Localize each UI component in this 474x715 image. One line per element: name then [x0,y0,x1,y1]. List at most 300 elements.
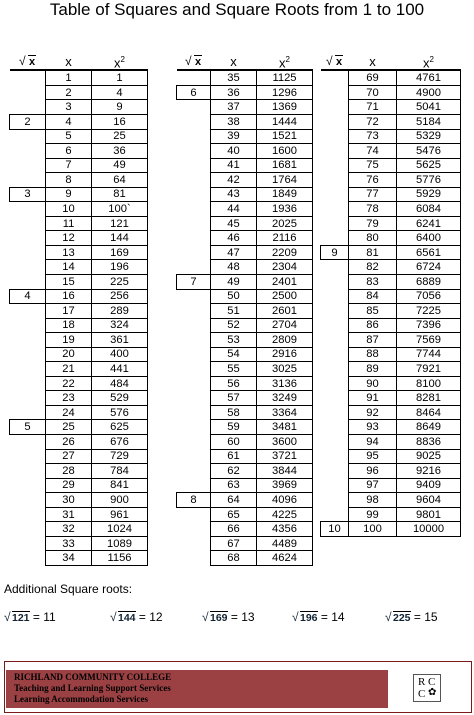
table-row [10,231,148,246]
table-row [321,158,461,173]
table-row [10,100,148,115]
root-cell: 4 [10,289,46,304]
root-cell [321,129,349,144]
square-cell: 2304 [257,260,313,275]
table-row [177,304,313,319]
root-cell [10,202,46,217]
root-cell [10,318,46,333]
table-row [177,507,313,522]
square-cell: 4900 [397,85,461,100]
square-cell: 400 [92,347,148,362]
square-cell: 361 [92,333,148,348]
square-cell: 1444 [257,114,313,129]
square-cell: 625 [92,420,148,435]
x-header: x [211,54,257,70]
x-cell: 43 [211,187,257,202]
table-row [321,129,461,144]
root-cell [321,85,349,100]
root-cell [321,333,349,348]
square-cell: 6084 [397,202,461,217]
square-cell: 9025 [397,449,461,464]
table-row [10,507,148,522]
square-cell: 3481 [257,420,313,435]
x-cell: 62 [211,464,257,479]
square-cell: 100` [92,202,148,217]
x-cell: 66 [211,522,257,537]
x-cell: 5 [46,129,92,144]
square-cell: 4489 [257,536,313,551]
root-cell: 5 [10,420,46,435]
table-row [10,362,148,377]
root-cell [10,158,46,173]
root-cell [321,449,349,464]
table-row [177,100,313,115]
table-row [321,85,461,100]
square-cell: 289 [92,304,148,319]
x-cell: 50 [211,289,257,304]
table-row [321,245,461,260]
root-cell [321,202,349,217]
root-cell [10,449,46,464]
square-cell: 4 [92,85,148,100]
root-cell: 9 [321,245,349,260]
root-cell [10,464,46,479]
x-cell: 7 [46,158,92,173]
root-cell [10,347,46,362]
root-cell [177,551,211,566]
square-cell: 8649 [397,420,461,435]
table-row [10,478,148,493]
x-cell: 6 [46,144,92,159]
additional-root-item: √ 225 = 15 [385,610,438,624]
square-cell: 81 [92,187,148,202]
square-cell: 2809 [257,333,313,348]
root-cell [321,144,349,159]
root-cell [321,260,349,275]
root-cell [10,245,46,260]
square-cell: 2209 [257,245,313,260]
x-cell: 86 [349,318,397,333]
root-cell [177,304,211,319]
root-header: √ x [10,54,46,70]
table-row [177,129,313,144]
x-cell: 32 [46,522,92,537]
x-cell: 58 [211,405,257,420]
square-cell: 10000 [397,522,461,537]
table-row [10,144,148,159]
root-cell [177,536,211,551]
service-name: Learning Accommodation Services [14,694,148,704]
x-cell: 24 [46,405,92,420]
root-cell [177,333,211,348]
root-cell: 10 [321,522,349,537]
additional-roots-label: Additional Square roots: [4,582,133,596]
table-row [177,391,313,406]
table-row [321,202,461,217]
x-cell: 98 [349,493,397,508]
table-row [10,85,148,100]
square-cell: 1125 [257,70,313,85]
square-cell: 9216 [397,464,461,479]
table-row [321,478,461,493]
square-cell: 1024 [92,522,148,537]
table-row [10,318,148,333]
root-cell: 6 [177,85,211,100]
x-cell: 59 [211,420,257,435]
square-cell: 5776 [397,173,461,188]
square-cell: 7744 [397,347,461,362]
root-cell [321,274,349,289]
root-cell [177,318,211,333]
table-row [177,260,313,275]
table-row [10,173,148,188]
x-cell: 1 [46,70,92,85]
root-cell [10,435,46,450]
root-cell [321,158,349,173]
x-cell: 55 [211,362,257,377]
table-row [10,551,148,566]
table-row [321,187,461,202]
square-cell: 8464 [397,405,461,420]
x-cell: 51 [211,304,257,319]
x-cell: 97 [349,478,397,493]
square-cell: 2116 [257,231,313,246]
square-cell: 196 [92,260,148,275]
table-row [177,405,313,420]
squares-table-3 [320,54,461,537]
square-cell: 5041 [397,100,461,115]
x-cell: 16 [46,289,92,304]
table-row [321,420,461,435]
root-cell [10,333,46,348]
x-cell: 76 [349,173,397,188]
root-cell [321,100,349,115]
footer [4,661,472,713]
square-cell: 729 [92,449,148,464]
table-row [177,435,313,450]
table-row [177,376,313,391]
square-cell: 1936 [257,202,313,217]
root-cell [177,158,211,173]
root-cell [10,391,46,406]
root-cell [321,464,349,479]
root-cell [10,216,46,231]
table-row [10,333,148,348]
square-cell: 1681 [257,158,313,173]
x-cell: 38 [211,114,257,129]
x-cell: 99 [349,507,397,522]
root-cell [10,522,46,537]
square-cell: 225 [92,274,148,289]
additional-root-item: √ 121 = 11 [4,610,56,624]
square-cell: 2601 [257,304,313,319]
table-row [177,70,313,85]
table-row [10,114,148,129]
square-cell: 3969 [257,478,313,493]
table-row [10,493,148,508]
table-row [10,464,148,479]
x-cell: 56 [211,376,257,391]
x-cell: 42 [211,173,257,188]
table-row [177,144,313,159]
root-cell [177,231,211,246]
root-cell [10,304,46,319]
square-cell: 1849 [257,187,313,202]
square-cell: 2025 [257,216,313,231]
square-cell: 1600 [257,144,313,159]
root-cell [177,522,211,537]
square-cell: 6241 [397,216,461,231]
x-cell: 45 [211,216,257,231]
root-cell [321,304,349,319]
root-cell [10,536,46,551]
table-row [177,449,313,464]
table-row [10,405,148,420]
square-cell: 9604 [397,493,461,508]
x-cell: 33 [46,536,92,551]
table-row [321,464,461,479]
table-row [321,376,461,391]
table-row [321,449,461,464]
square-cell: 3025 [257,362,313,377]
square-cell: 1156 [92,551,148,566]
x-cell: 69 [349,70,397,85]
x-cell: 47 [211,245,257,260]
square-cell: 1369 [257,100,313,115]
root-cell [10,478,46,493]
table-row [177,522,313,537]
table-row [177,216,313,231]
root-header: √ x [177,54,211,70]
table-row [10,158,148,173]
square-cell: 8100 [397,376,461,391]
square-cell: 1 [92,70,148,85]
square-cell: 9 [92,100,148,115]
root-cell [321,187,349,202]
table-row [177,245,313,260]
square-cell: 5329 [397,129,461,144]
root-cell [177,202,211,217]
root-cell [177,435,211,450]
root-cell [177,129,211,144]
root-cell [177,70,211,85]
table-row [10,522,148,537]
table-row [10,70,148,85]
square-cell: 3721 [257,449,313,464]
x-cell: 74 [349,144,397,159]
square-cell: 7921 [397,362,461,377]
square-cell: 3136 [257,376,313,391]
square-cell: 7225 [397,304,461,319]
table-row [177,274,313,289]
square-cell: 484 [92,376,148,391]
x-cell: 75 [349,158,397,173]
square-cell: 9801 [397,507,461,522]
x-cell: 13 [46,245,92,260]
table-row [10,202,148,217]
square-cell: 841 [92,478,148,493]
x-cell: 64 [211,493,257,508]
table-row [10,391,148,406]
table-row [177,347,313,362]
x-cell: 12 [46,231,92,246]
root-cell [321,420,349,435]
root-cell [10,376,46,391]
root-cell [177,449,211,464]
square-cell: 3600 [257,435,313,450]
square-cell: 4356 [257,522,313,537]
table-row [321,144,461,159]
square-cell: 7569 [397,333,461,348]
root-header: √ x [321,54,349,70]
x-cell: 29 [46,478,92,493]
root-cell [177,187,211,202]
x-cell: 81 [349,245,397,260]
root-cell [177,114,211,129]
additional-root-item: √ 169 = 13 [202,610,255,624]
x-cell: 48 [211,260,257,275]
table-row [321,362,461,377]
root-cell [10,260,46,275]
square-cell: 784 [92,464,148,479]
table-row [10,187,148,202]
root-cell [10,507,46,522]
x-cell: 4 [46,114,92,129]
x-cell: 95 [349,449,397,464]
square-cell: 16 [92,114,148,129]
root-cell [10,144,46,159]
square-cell: 6400 [397,231,461,246]
x-cell: 77 [349,187,397,202]
x-cell: 94 [349,435,397,450]
square-cell: 1296 [257,85,313,100]
square-cell: 2500 [257,289,313,304]
table-row [177,478,313,493]
x-cell: 93 [349,420,397,435]
x-cell: 61 [211,449,257,464]
table-row [321,522,461,537]
root-cell [10,274,46,289]
table-row [321,333,461,348]
x-cell: 84 [349,289,397,304]
root-cell [10,231,46,246]
x-cell: 60 [211,435,257,450]
x-cell: 21 [46,362,92,377]
square-cell: 9409 [397,478,461,493]
x-cell: 68 [211,551,257,566]
root-cell [177,507,211,522]
square-cell: 576 [92,405,148,420]
table-row [10,274,148,289]
root-cell [321,216,349,231]
root-cell [321,435,349,450]
x-squared-header: $x^2$ [397,54,461,70]
leaf-icon: ✿ [428,687,437,698]
table-row [177,318,313,333]
table-row [10,260,148,275]
root-cell [177,260,211,275]
additional-root-item: √ 144 = 12 [110,610,163,624]
x-cell: 82 [349,260,397,275]
table-row [177,420,313,435]
table-row [321,507,461,522]
x-cell: 100 [349,522,397,537]
root-cell [177,391,211,406]
table-row [177,231,313,246]
x-cell: 67 [211,536,257,551]
x-cell: 71 [349,100,397,115]
square-cell: 2916 [257,347,313,362]
x-cell: 20 [46,347,92,362]
x-cell: 10 [46,202,92,217]
squares-table-1 [9,54,148,566]
x-cell: 44 [211,202,257,217]
x-cell: 23 [46,391,92,406]
table-row [10,435,148,450]
square-cell: 900 [92,493,148,508]
root-cell [10,493,46,508]
table-row [321,274,461,289]
x-cell: 88 [349,347,397,362]
square-cell: 6724 [397,260,461,275]
square-cell: 8836 [397,435,461,450]
square-cell: 4624 [257,551,313,566]
root-cell [321,391,349,406]
root-cell [10,362,46,377]
square-cell: 3844 [257,464,313,479]
root-cell [177,405,211,420]
x-cell: 25 [46,420,92,435]
table-row [321,70,461,85]
x-cell: 18 [46,318,92,333]
x-cell: 89 [349,362,397,377]
table-row [321,318,461,333]
root-cell [10,85,46,100]
table-row [321,347,461,362]
x-cell: 87 [349,333,397,348]
x-cell: 39 [211,129,257,144]
square-cell: 1089 [92,536,148,551]
root-cell [321,507,349,522]
x-cell: 40 [211,144,257,159]
square-cell: 3364 [257,405,313,420]
x-cell: 52 [211,318,257,333]
square-cell: 36 [92,144,148,159]
x-cell: 8 [46,173,92,188]
x-cell: 30 [46,493,92,508]
root-cell: 7 [177,274,211,289]
x-cell: 65 [211,507,257,522]
root-cell [177,216,211,231]
x-cell: 79 [349,216,397,231]
table-row [321,216,461,231]
x-cell: 96 [349,464,397,479]
x-cell: 27 [46,449,92,464]
x-squared-header: $x^2$ [257,54,313,70]
table-row [10,376,148,391]
root-cell [321,114,349,129]
x-cell: 31 [46,507,92,522]
table-row [177,85,313,100]
table-row [321,231,461,246]
x-cell: 85 [349,304,397,319]
x-cell: 63 [211,478,257,493]
x-cell: 57 [211,391,257,406]
square-cell: 64 [92,173,148,188]
root-cell [321,318,349,333]
x-cell: 49 [211,274,257,289]
root-cell [321,173,349,188]
